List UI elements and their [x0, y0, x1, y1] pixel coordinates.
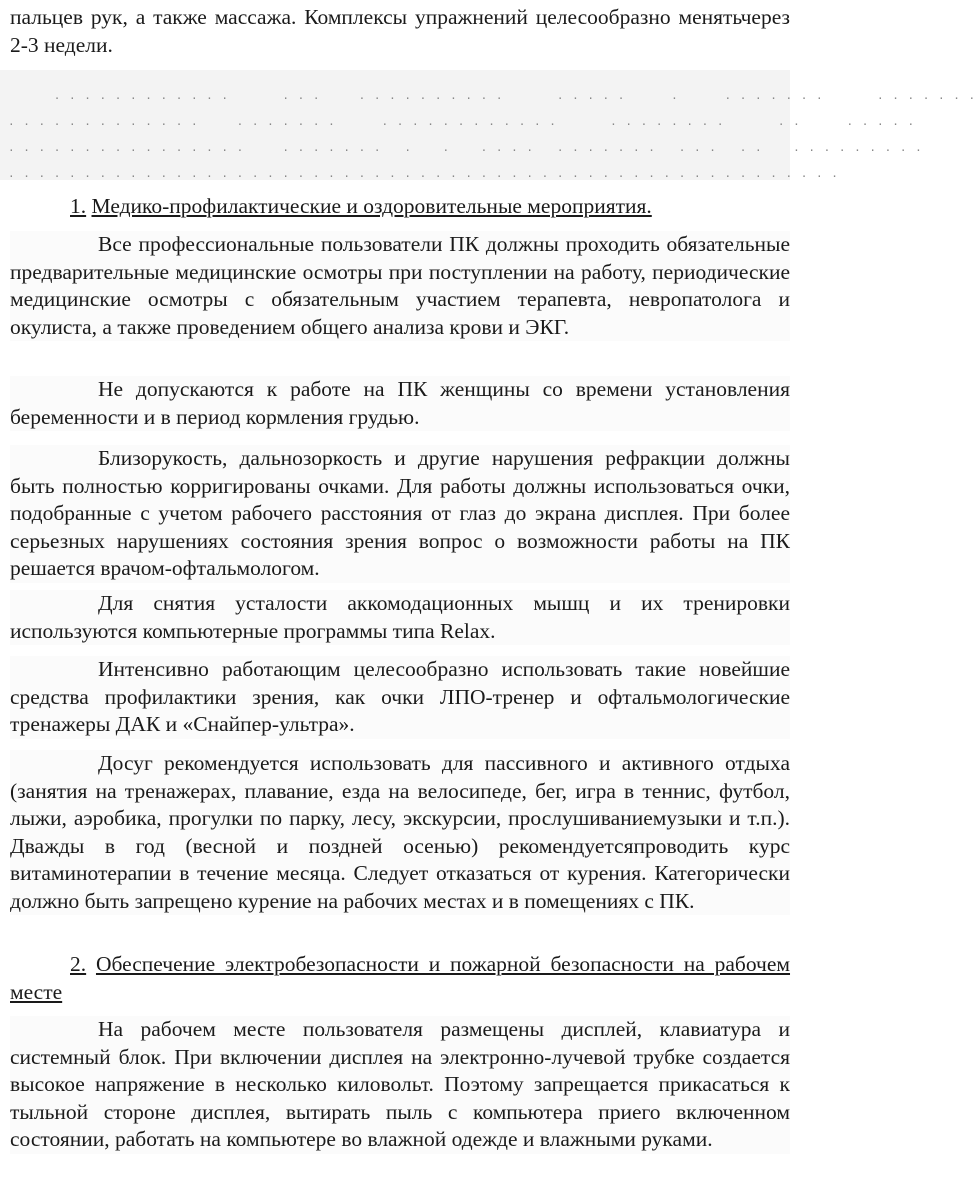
section-1-paragraph: Интенсивно работающим целесообразно использовать такие новейшие средства профилактики зрения, как очки ЛПО-тренер и офтальмологические тренажеры ДАК и «Снайпер-ультра». — [10, 656, 790, 739]
blurred-text-region — [0, 70, 976, 180]
section-1-paragraph: Досуг рекомендуется использовать для пассивного и активного отдыха (занятия на тренажерах, плавание, езда на велосипеде, бег, игра в теннис, футбол, лыжи, аэробика, прогулки по парку, лесу, экскурсии, прослушиваниемузыки и т.п.). Дважды в год (весной и поздней осенью) рекомендуетсяпроводить курс витаминотерапии в течение месяца. Следует отказаться от курения. Категорически должно быть запрещено курение на рабочих местах и в помещениях с ПК. — [10, 750, 790, 915]
section-1-paragraph: Все профессиональные пользователи ПК должны проходить обязательные предварительные медицинские осмотры при поступлении на работу, периодические медицинские осмотры с обязательным участием терапевта, невропатолога и окулиста, а также проведением общего анализа крови и ЭКГ. — [10, 231, 790, 341]
blurred-line: . . . . . . . . . . . . . . . . . . . . . . . . . . . . . . . . . . . . . . . . . . . . . — [8, 89, 976, 102]
section-1-heading — [10, 193, 790, 221]
section-2-number: 2. — [70, 952, 87, 976]
section-1-title: Медико-профилактические и оздоровительные мероприятия. — [91, 194, 652, 218]
section-1-paragraph: Для снятия усталости аккомодационных мышц и их тренировки используются компьютерные программы типа Relax. — [10, 590, 790, 645]
section-1-paragraph: Не допускаются к работе на ПК женщины со времени установления беременности и в период кормления грудью. — [10, 376, 790, 431]
blurred-line: . . . . . . . . . . . . . . . . . . . . . . . . . . . . . . . . . . . . . . . . . . . . . . . . . . — [8, 141, 923, 154]
blurred-line: . . . . . . . . . . . . . . . . . . . . . . . . . . . . . . . . . . . . . . . . . . . . . . . — [8, 115, 916, 128]
intro-paragraph: пальцев рук, а также массажа. Комплексы упражнений целесообразно менятьчерез 2-3 недели. — [10, 5, 790, 57]
section-2-paragraph: На рабочем месте пользователя размещены дисплей, клавиатура и системный блок. При включении дисплея на электронно-лучевой трубке создается высокое напряжение в несколько киловольт. Поэтому запрещается прикасаться к тыльной стороне дисплея, вытирать пыль с компьютера приего включенном состоянии, работать на компьютере во влажной одежде и влажными руками. — [10, 1016, 790, 1154]
blurred-line: . . . . . . . . . . . . . . . . . . . . . . . . . . . . . . . . . . . . . . . . . . . . . . . . . . . . . . . — [8, 167, 839, 180]
section-1-number: 1. — [70, 194, 87, 218]
section-2-heading — [10, 951, 790, 1006]
section-2-title: Обеспечение электробезопасности и пожарной безопасности на рабочем месте — [10, 952, 791, 1004]
section-1-paragraph: Близорукость, дальнозоркость и другие нарушения рефракции должны быть полностью корригированы очками. Для работы должны использоваться очки, подобранные с учетом рабочего расстояния от глаз до экрана дисплея. При более серьезных нарушениях состояния зрения вопрос о возможности работы на ПК решается врачом-офтальмологом. — [10, 445, 790, 583]
